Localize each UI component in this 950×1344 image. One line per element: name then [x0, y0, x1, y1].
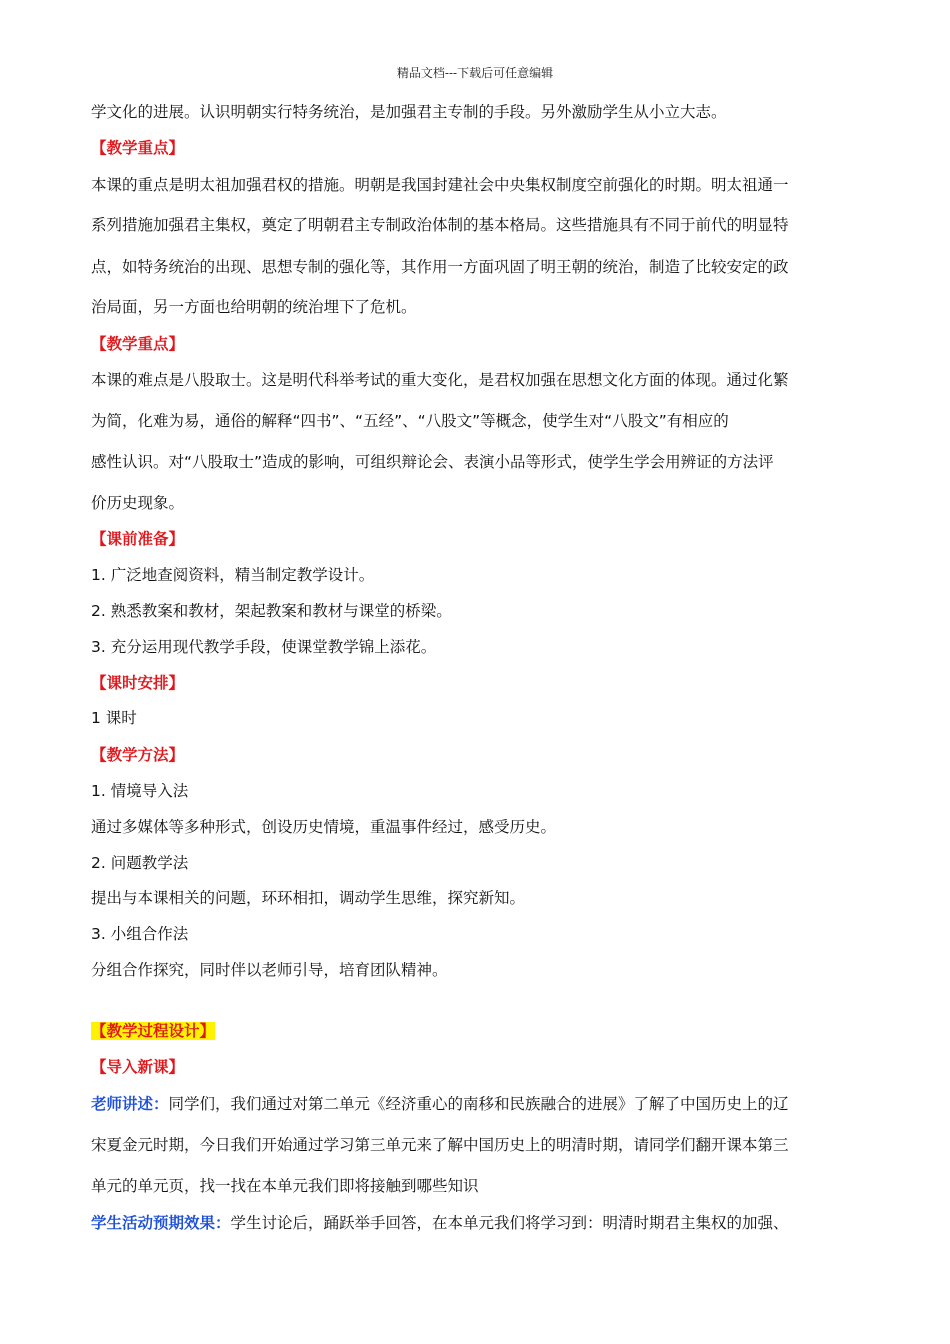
paragraph-line: 感性认识。对“八股取士”造成的影响，可组织辩论会、表演小品等形式，使学生学会用辨证的方法评: [91, 453, 774, 471]
section-heading-preparation: 【课前准备】: [91, 530, 185, 548]
section-heading-methods: 【教学方法】: [91, 746, 185, 764]
section-heading-introduction: 【导入新课】: [91, 1058, 185, 1076]
paragraph-line: 学文化的进展。认识明朝实行特务统治，是加强君主专制的手段。另外激励学生从小立大志。: [91, 103, 727, 121]
list-item: 3. 充分运用现代教学手段，使课堂教学锦上添花。: [91, 638, 437, 656]
paragraph-line: 单元的单元页，找一找在本单元我们即将接触到哪些知识: [91, 1177, 479, 1195]
paragraph-line: 为简，化难为易，通俗的解释“四书”、“五经”、“八股文”等概念，使学生对“八股文”有相应的: [91, 412, 729, 430]
list-item: 1. 广泛地查阅资料，精当制定教学设计。: [91, 566, 375, 584]
list-item: 1. 情境导入法: [91, 782, 189, 800]
teacher-label: 老师讲述：: [91, 1095, 169, 1113]
list-item: 2. 问题教学法: [91, 854, 189, 872]
student-text: 学生讨论后，踊跃举手回答，在本单元我们将学习到：明清时期君主集权的加强、: [230, 1214, 789, 1232]
section-heading-schedule: 【课时安排】: [91, 674, 185, 692]
paragraph-line: 点，如特务统治的出现、思想专制的强化等，其作用一方面巩固了明王朝的统治，制造了比较安定的政: [91, 258, 789, 276]
paragraph-line: 宋夏金元时期，今日我们开始通过学习第三单元来了解中国历史上的明清时期，请同学们翻开课本第三: [91, 1136, 789, 1154]
list-item: 2. 熟悉教案和教材，架起教案和教材与课堂的桥梁。: [91, 602, 452, 620]
teacher-text: 同学们，我们通过对第二单元《经济重心的南移和民族融合的进展》了解了中国历史上的辽: [168, 1095, 789, 1113]
student-label: 学生活动预期效果：: [91, 1214, 231, 1232]
paragraph-line: 系列措施加强君主集权，奠定了明朝君主专制政治体制的基本格局。这些措施具有不同于前代的明显特: [91, 216, 789, 234]
paragraph-line: 本课的重点是明太祖加强君权的措施。明朝是我国封建社会中央集权制度空前强化的时期。明太祖通一: [91, 176, 789, 194]
section-heading-key-points: 【教学重点】: [91, 139, 185, 157]
paragraph-line: 治局面，另一方面也给明朝的统治埋下了危机。: [91, 298, 417, 316]
paragraph-line: 提出与本课相关的问题，环环相扣，调动学生思维，探究新知。: [91, 889, 526, 907]
section-heading-process-design: [91, 1020, 215, 1042]
section-heading-difficulty: 【教学重点】: [91, 335, 185, 353]
paragraph-line: 分组合作探究，同时伴以老师引导，培育团队精神。: [91, 961, 448, 979]
highlighted-heading: 【教学过程设计】: [91, 1022, 216, 1040]
paragraph-line: [91, 1212, 789, 1234]
paragraph-line: 1 课时: [91, 709, 137, 727]
paragraph-line: [91, 1093, 789, 1115]
paragraph-line: 本课的难点是八股取士。这是明代科举考试的重大变化，是君权加强在思想文化方面的体现。通过化繁: [91, 371, 789, 389]
paragraph-line: 价历史现象。: [91, 494, 185, 512]
page-header: 精品文档---下载后可任意编辑: [396, 66, 554, 80]
paragraph-line: 通过多媒体等多种形式，创设历史情境，重温事件经过，感受历史。: [91, 818, 557, 836]
list-item: 3. 小组合作法: [91, 925, 189, 943]
